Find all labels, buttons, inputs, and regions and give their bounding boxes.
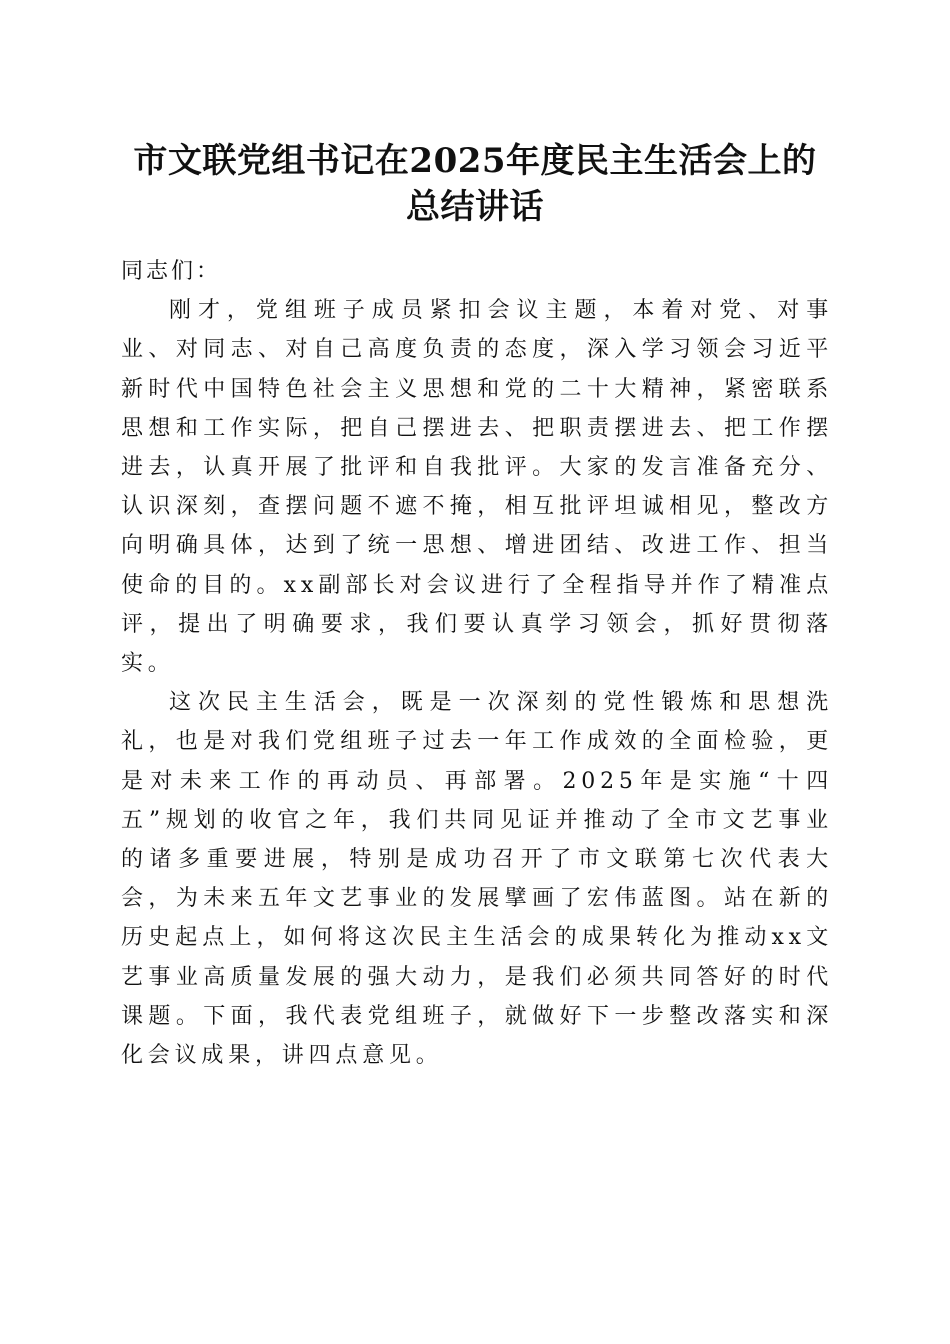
salutation: 同志们： <box>121 259 222 284</box>
paragraph-2: 这次民主生活会，既是一次深刻的党性锻炼和思想洗礼，也是对我们党组班子过去一年工作成效的全面检验，更是对未来工作的再动员、再部署。2025年是实施“十四五”规划的收官之年，我们共同见证并推动了全市文艺事业的诸多重要进展，特别是成功召开了市文联第七次代表大会，为未来五年文艺事业的发展擘画了宏伟蓝图。站在新的历史起点上，如何将这次民主生活会的成果转化为推动xx文艺事业高质量发展的强大动力，是我们必须共同答好的时代课题。下面，我代表党组班子，就做好下一步整改落实和深化会议成果，讲四点意见。 <box>121 690 833 1069</box>
title-line-1: 市文联党组书记在2025年度民主生活会上的 <box>133 141 817 181</box>
document-title <box>100 138 850 230</box>
document-body <box>121 252 833 1075</box>
title-line-2: 总结讲话 <box>406 187 544 227</box>
paragraph-1: 刚才，党组班子成员紧扣会议主题，本着对党、对事业、对同志、对自己高度负责的态度，深入学习领会习近平新时代中国特色社会主义思想和党的二十大精神，紧密联系思想和工作实际，把自己摆进去、把职责摆进去、把工作摆进去，认真开展了批评和自我批评。大家的发言准备充分、认识深刻，查摆问题不遮不掩，相互批评坦诚相见，整改方向明确具体，达到了统一思想、增进团结、改进工作、担当使命的目的。xx副部长对会议进行了全程指导并作了精准点评，提出了明确要求，我们要认真学习领会，抓好贯彻落实。 <box>121 298 833 677</box>
